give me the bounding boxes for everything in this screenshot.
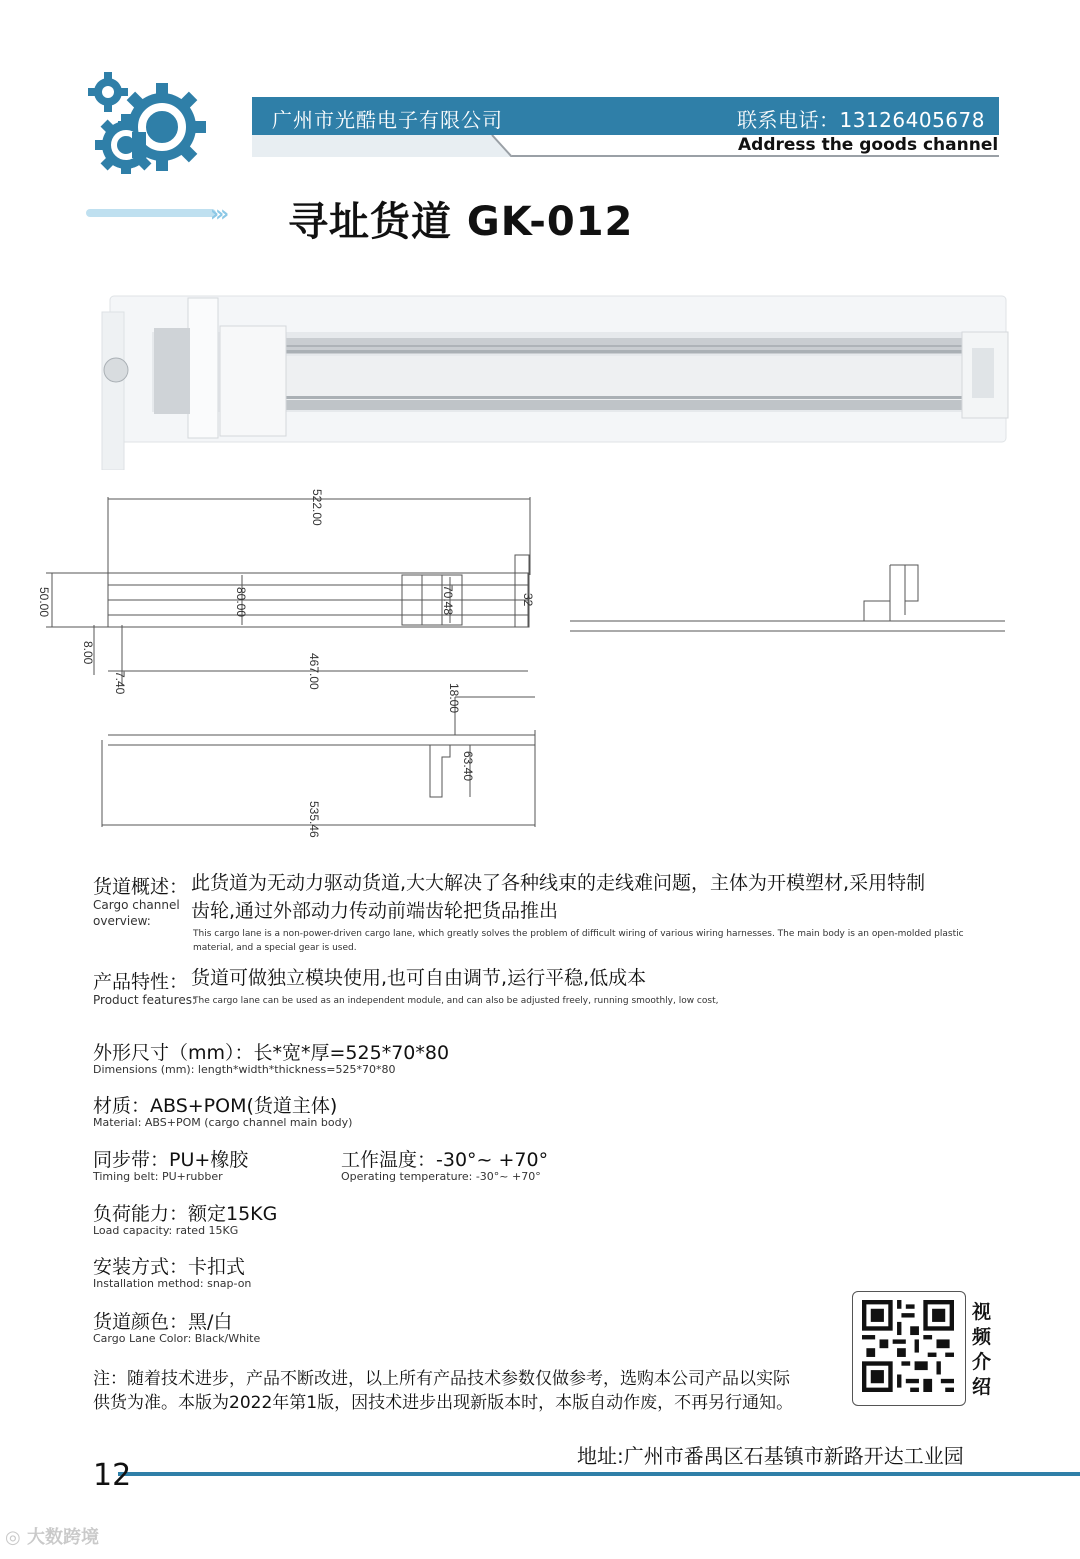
chevrons-icon: ››› (210, 202, 226, 227)
features-en: The cargo lane can be used as an independent module, and can also be adjusted freely, running smoothly, low cost, (193, 996, 719, 1006)
spec-install: 安装方式：卡扣式 (93, 1256, 246, 1278)
watermark: ◎ 大数跨境 (5, 1527, 99, 1548)
features-text: 货道可做独立模块使用,也可自由调节,运行平稳,低成本 (191, 967, 647, 989)
spec-size-en: Dimensions (mm): length*width*thickness=525*70*80 (93, 1063, 396, 1076)
title-decor-line (86, 209, 216, 217)
dim-70: 70.48 (441, 585, 455, 616)
spec-install-en: Installation method: snap-on (93, 1277, 252, 1290)
dim-80: 80.00 (234, 587, 248, 618)
note-line-2: 供货为准。本版为2022年第1版，因技术进步出现新版本时，本版自动作废，不再另行通知。 (93, 1393, 794, 1413)
company-logo (84, 72, 210, 174)
dim-74: 7.40 (113, 671, 127, 695)
features-label-en: Product features: (93, 993, 196, 1007)
overview-text-1: 此货道为无动力驱动货道,大大解决了各种线束的走线难问题，主体为开模塑材,采用特制 (191, 872, 926, 894)
overview-en-2: material, and a special gear is used. (193, 943, 357, 953)
overview-en-1: This cargo lane is a non-power-driven cargo lane, which greatly solves the problem of difficult wiring of various wiring harnesses. The main body is an open-molded plastic (193, 929, 964, 939)
qr-video-label: 视频介绍 (972, 1301, 992, 1398)
header-stripe (252, 135, 512, 157)
company-address: 地址:广州市番禺区石基镇市新路开达工业园 (577, 1444, 964, 1468)
dim-18: 18.00 (447, 683, 461, 714)
dim-467: 467.00 (307, 653, 321, 690)
qr-code-icon[interactable] (862, 1300, 954, 1392)
qr-code-frame[interactable] (852, 1291, 966, 1406)
spec-color: 货道颜色：黑/白 (93, 1311, 233, 1333)
spec-temp: 工作温度：-30°~ +70° (341, 1149, 549, 1171)
overview-label-en-1: Cargo channel (93, 898, 180, 912)
spec-material-en: Material: ABS+POM (cargo channel main body) (93, 1116, 353, 1129)
spec-belt-en: Timing belt: PU+rubber (93, 1170, 223, 1183)
product-photo (92, 292, 1010, 470)
page-title: 寻址货道 GK-012 (288, 199, 634, 245)
features-label: 产品特性： (93, 971, 189, 993)
dim-535: 535.46 (307, 801, 321, 838)
spec-color-en: Cargo Lane Color: Black/White (93, 1332, 261, 1345)
dim-522: 522.00 (310, 489, 324, 526)
footer-line (118, 1472, 1080, 1476)
overview-label: 货道概述： (93, 876, 189, 898)
spec-size: 外形尺寸（mm）：长*宽*厚=525*70*80 (93, 1042, 450, 1064)
header-subtitle: Address the goods channel (738, 135, 999, 155)
dim-8: 8.00 (81, 641, 95, 665)
page-number: 12 (93, 1458, 132, 1493)
header-underline (512, 155, 999, 157)
dim-634: 63.40 (461, 751, 475, 782)
spec-belt: 同步带：PU+橡胶 (93, 1149, 249, 1171)
spec-load-en: Load capacity: rated 15KG (93, 1224, 239, 1237)
dim-32: 32 (521, 593, 535, 607)
watermark-text: 大数跨境 (26, 1527, 99, 1548)
disclaimer-note (93, 1367, 853, 1415)
spec-load: 负荷能力：额定15KG (93, 1203, 278, 1225)
overview-text-2: 齿轮,通过外部动力传动前端齿轮把货品推出 (191, 900, 559, 922)
contact-phone: 联系电话：13126405678 (737, 108, 985, 132)
company-name: 广州市光酷电子有限公司 (272, 108, 503, 132)
spec-temp-en: Operating temperature: -30°~ +70° (341, 1170, 541, 1183)
note-line-1: 注：随着技术进步，产品不断改进，以上所有产品技术参数仅做参考，选购本公司产品以实际 (93, 1369, 790, 1389)
dim-50: 50.00 (37, 587, 51, 618)
spec-material: 材质：ABS+POM(货道主体) (93, 1095, 338, 1117)
technical-drawing (30, 475, 1030, 855)
overview-label-en-2: overview: (93, 914, 151, 928)
